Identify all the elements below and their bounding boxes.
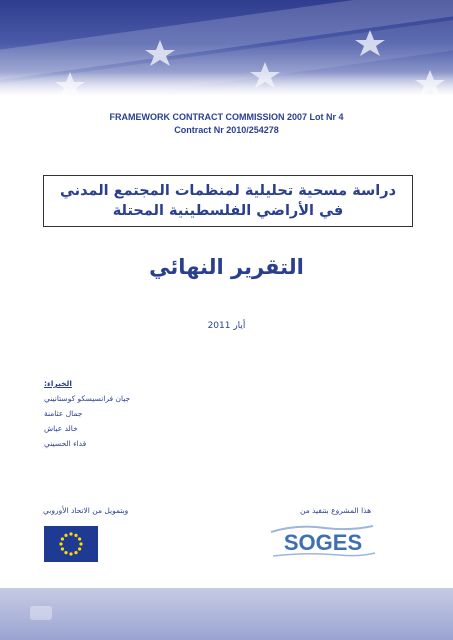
study-title-line2: في الأراضي الفلسطينية المحتلة: [112, 203, 344, 219]
contract-number-line: Contract Nr 2010/254278: [174, 125, 279, 135]
footer-band: [0, 588, 453, 640]
report-date: أيار 2011: [207, 321, 246, 331]
expert-name: جمال عثامنة: [44, 409, 83, 418]
soges-logo: [267, 522, 379, 560]
study-title-box: [43, 175, 413, 227]
report-title: التقرير النهائي: [149, 255, 304, 279]
eu-banner-image: [0, 0, 453, 96]
study-title-line1: دراسة مسحية تحليلية لمنظمات المجتمع المدني: [60, 183, 397, 199]
eu-flag-icon: [44, 526, 98, 562]
soges-logo-text: SOGES: [283, 530, 363, 555]
funded-by-label: وبتمويل من الاتحاد الأوروبي: [43, 506, 129, 515]
contract-commission-line: FRAMEWORK CONTRACT COMMISSION 2007 Lot Nr 4: [109, 112, 344, 122]
expert-name: خالد عياش: [44, 424, 78, 433]
executed-by-label: هذا المشروع بتنفيذ من: [300, 506, 372, 515]
experts-heading: الخبراء:: [44, 379, 72, 388]
experts-list: [44, 376, 130, 451]
expert-name: جيان فرانسيسكو كوستانيني: [44, 394, 131, 403]
footer-watermark: [30, 606, 52, 620]
expert-name: فداء الحسيني: [44, 439, 87, 448]
